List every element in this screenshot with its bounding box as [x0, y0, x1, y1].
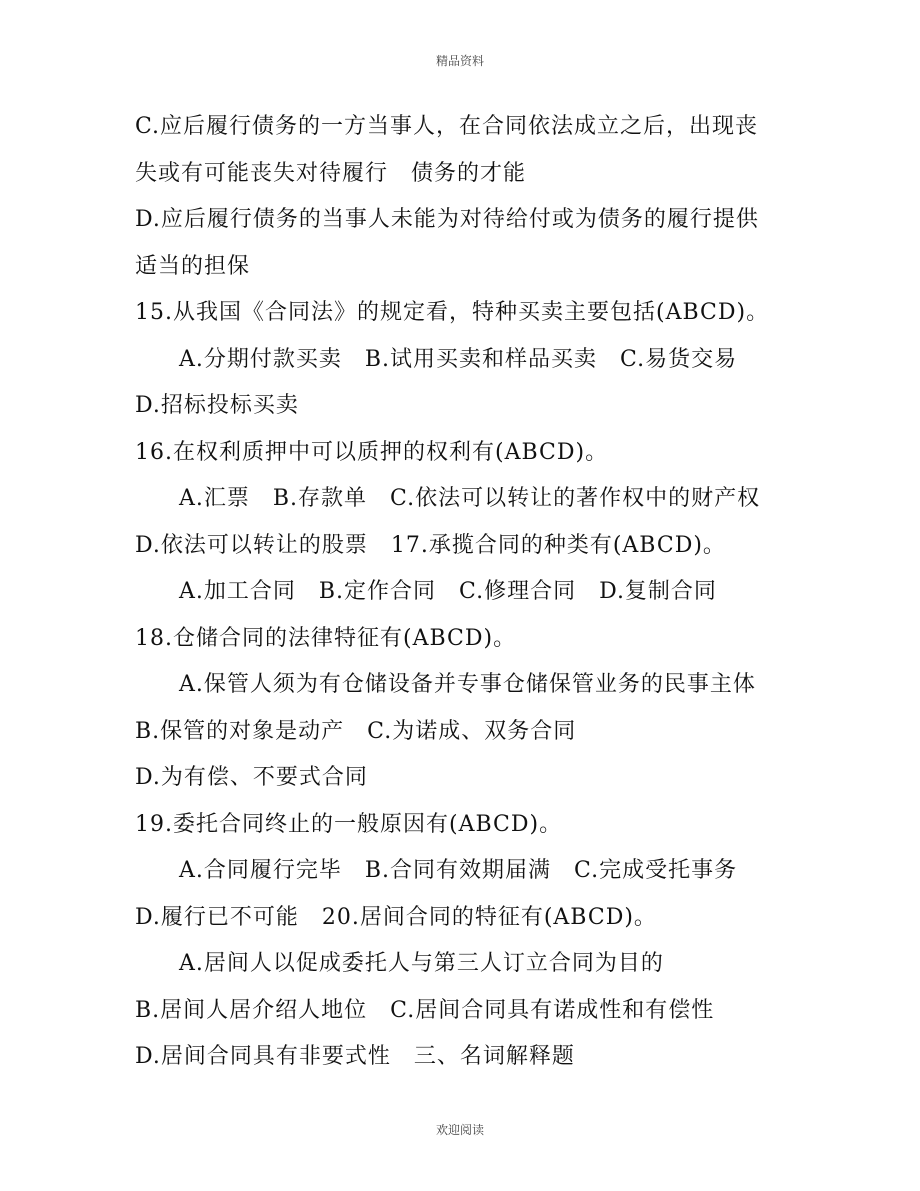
option-line: D.为有偿、不要式合同 [135, 765, 368, 790]
text-line: C.应后履行债务的一方当事人，在合同依法成立之后，出现丧 [135, 114, 759, 139]
option-line: A.加工合同 B.定作合同 C.修理合同 D.复制合同 [179, 579, 717, 604]
option-line: D.依法可以转让的股票 17.承揽合同的种类有(ABCD)。 [135, 532, 726, 558]
option-line: A.居间人以促成委托人与第三人订立合同为目的 [179, 951, 664, 976]
option-line: A.汇票 B.存款单 C.依法可以转让的著作权中的财产权 [179, 486, 761, 511]
option-line: D.履行已不可能 20.居间合同的特征有(ABCD)。 [135, 904, 657, 930]
option-line: D.招标投标买卖 [135, 393, 299, 418]
page-header: 精品资料 [435, 54, 484, 68]
document-body [135, 104, 795, 1081]
option-line: A.分期付款买卖 B.试用买卖和样品买卖 C.易货交易 [179, 346, 738, 372]
question-line: 18.仓储合同的法律特征有(ABCD)。 [135, 625, 517, 651]
question-line: 16.在权利质押中可以质押的权利有(ABCD)。 [135, 439, 609, 465]
page-footer: 欢迎阅读 [435, 1123, 484, 1137]
option-line: A.合同履行完毕 B.合同有效期届满 C.完成受托事务 [179, 858, 738, 883]
question-line: 15.从我国《合同法》的规定看，特种买卖主要包括(ABCD)。 [135, 300, 770, 325]
option-line: B.保管的对象是动产 C.为诺成、双务合同 [135, 718, 577, 744]
text-line: 失或有可能丧失对待履行 债务的才能 [135, 160, 527, 186]
text-line: D.应后履行债务的当事人未能为对待给付或为债务的履行提供 [135, 207, 759, 232]
option-line: B.居间人居介绍人地位 C.居间合同具有诺成性和有偿性 [135, 997, 715, 1023]
text-line: 适当的担保 [135, 253, 251, 279]
question-line: 19.委托合同终止的一般原因有(ABCD)。 [135, 811, 563, 837]
option-line: D.居间合同具有非要式性 三、名词解释题 [135, 1044, 575, 1069]
option-line: A.保管人须为有仓储设备并专事仓储保管业务的民事主体 [179, 672, 756, 697]
